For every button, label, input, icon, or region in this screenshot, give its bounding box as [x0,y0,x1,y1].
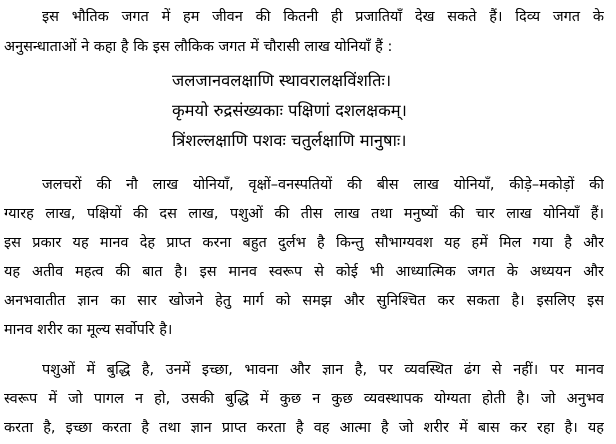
paragraph-1-line-2: अनुसन्धाताओं ने कहा है कि इस लौकिक जगत में चौरासी लाख योनियाँ हैं : [4,39,393,55]
paragraph-2-line-4: यह अतीव महत्व की बात है। इस मानव स्वरूप से कोई भी आध्यात्मिक जगत के अध्ययन और [4,264,604,280]
verse-line-1: जलजानवलक्षाणि स्थावरालक्षविंशतिः। [172,71,392,90]
paragraph-2-line-6: मानव शरीर का मूल्य सर्वोपरि है। [4,322,173,338]
paragraph-2-line-1: जलचरों की नौ लाख योनियाँ, वृक्षों–वनस्पतियों की बीस लाख योनियाँ, कीड़े–मकोड़ों की [42,177,604,193]
paragraph-1-line-1: इस भौतिक जगत में हम जीवन की कितनी ही प्रजातियाँ देख सकते हैं। दिव्य जगत के [42,9,604,25]
paragraph-3-line-1: पशुओं में बुद्धि है, उनमें इच्छा, भावना और ज्ञान है, पर व्यवस्थित ढंग से नहीं। पर मानव [42,362,604,378]
paragraph-2-line-3: इस प्रकार यह मानव देह प्राप्त करना बहुत दुर्लभ है किन्तु सौभाग्यवश यह हमें मिल गया है और [4,235,604,251]
paragraph-2-line-5: अनभवातीत ज्ञान का सार खोजने हेतु मार्ग को समझ और सुनिश्चित कर सकता है। इसलिए इस [4,293,604,309]
verse-line-3: त्रिंशल्लक्षाणि पशवः चतुर्लक्षाणि मानुषाः। [172,131,407,150]
paragraph-3-line-2: स्वरूप में जो पागल न हो, उसकी बुद्धि में कुछ न कुछ व्यवस्थापक योग्यता होती है। जो अनुभव [4,391,604,407]
paragraph-3-line-3: करता है, इच्छा करता है तथा ज्ञान प्राप्त करता है वह आत्मा है जो शरीर में बास कर रहा है। यह [4,420,604,436]
verse-line-2: कृमयो रुद्रसंख्यकाः पक्षिणां दशलक्षकम्। [172,101,407,120]
paragraph-2-line-2: ग्यारह लाख, पक्षियों की दस लाख, पशुओं की तीस लाख तथा मनुष्यों की चार लाख योनियाँ हैं। [4,206,604,222]
